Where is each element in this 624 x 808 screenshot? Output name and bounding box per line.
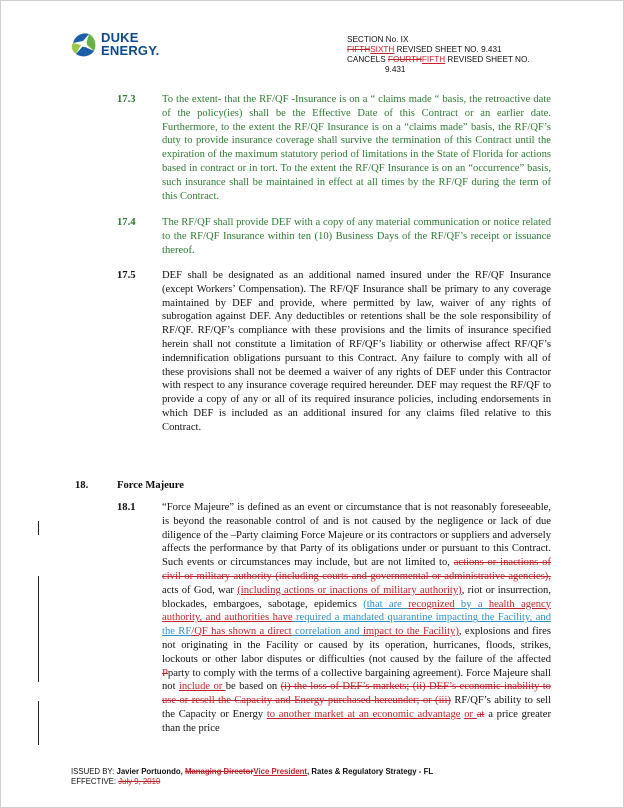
section-17-4-number: 17.4 <box>117 217 136 228</box>
text-run: RF/QF’s ability to sell the Capacity or Energy <box>162 695 552 720</box>
cancels-rest-text: REVISED SHEET NO. <box>445 55 530 64</box>
issued-label: ISSUED BY: <box>71 767 117 776</box>
section-18-title: Force Majeure <box>117 480 184 491</box>
text-run: party to comply with the terms of a collective bargaining agreement). Force Majeure shall not <box>162 667 551 693</box>
inserted-text: impact to the Facility) <box>362 626 459 638</box>
cancels-sheet-number: 9.431 <box>385 65 406 74</box>
inserted-text: (including actions or inactions of military authority) <box>237 584 462 596</box>
text-run: , explosions and fires not originating in the Facility or caused by its operation, hurricanes, floods, strikes, lockouts or other labor disputes or difficulties (not caused by the failure of the affected <box>162 626 551 665</box>
logo-text <box>101 31 159 57</box>
issued-footer <box>71 767 433 786</box>
section-17-4-text: The RF/QF shall provide DEF with a copy of any material communication or notice related to the RF/QF Insurance within ten (10) Business Days of the RF/QF’s receipt or issuance thereof. <box>162 217 551 256</box>
section-18-1-number: 18.1 <box>117 502 136 513</box>
cancels-deleted-text: FOURTH <box>387 55 422 64</box>
section-17-3-text: To the extent- that the RF/QF -Insurance is on a “ claims made “ basis, the retroactive date of the policy(ies) shall be the Effective Date of this Contract or an earlier date. Furthermore, to the extent the RF/QF Insurance is on a “claims made” basis, the RF/QF’s duty to provide insurance coverage shall survive the termination of this Contract until the expiration of the maximum statutory period of limitations in the State of Florida for actions based in contract or in tort. To the extent the RF/QF Insurance is on an “occurrence” basis, such insurance shall be maintained in effect at all times by the RF/QF during the term of this Contract. <box>162 94 551 202</box>
text-run: acts of God, war <box>162 584 238 596</box>
duke-energy-logo <box>69 27 189 67</box>
cancels-label: CANCELS <box>347 55 388 64</box>
section-17-5 <box>117 269 551 459</box>
section-18-number: 18. <box>75 480 89 491</box>
section-17-4 <box>117 216 551 260</box>
section-17-5-number: 17.5 <box>117 270 136 281</box>
inserted-text: health agency authority, and authorities have <box>162 598 551 624</box>
inserted-text-blue: (that are <box>363 598 409 610</box>
section-17-3 <box>117 93 551 205</box>
change-bar <box>38 701 39 745</box>
effective-deleted-date: July 9, 2010 <box>118 776 161 786</box>
section-17-3-number: 17.3 <box>117 94 136 105</box>
inserted-text-blue: correlation and <box>291 626 363 638</box>
deleted-text: P <box>162 667 168 679</box>
issued-by-line <box>71 767 433 777</box>
inserted-text-blue: by a <box>454 598 489 610</box>
section-18-1 <box>117 501 551 763</box>
inserted-text: to another market at an economic advantage <box>266 708 461 720</box>
deleted-text: at <box>476 708 485 720</box>
cancels-inserted-text: FIFTH <box>421 55 446 64</box>
sheet-header <box>347 35 597 75</box>
deleted-text: (i) the loss of DEF’s markets; (ii) DEF’s economic inability to use or resell the Capacity and Energy purchased hereunder; or (iii) <box>162 681 551 707</box>
cancels-line <box>347 55 597 65</box>
inserted-text: or <box>464 708 477 720</box>
deleted-text: actions or inactions of civil or military authority (including courts and governmental or administrative agencies), <box>162 557 551 582</box>
text-run: a price greater than the price <box>162 708 551 734</box>
inserted-text: recognized <box>408 598 455 610</box>
text-run: “Force Majeure” is defined as an event or circumstance that is not reasonably foreseeable, is beyond the reasonable control of and is not caused by the negligence or lack of due diligence of the –Party claiming Force Majeure or its contractors or suppliers and adversely affects the performance by that Party of its obligations under or pursuant to this Contract. Such events or circumstances may include, but are not limited to, <box>162 502 551 569</box>
issued-name: Javier Portuondo, <box>116 767 185 776</box>
effective-line <box>71 777 433 787</box>
duke-energy-logo-icon <box>69 29 99 59</box>
revised-sheet-line <box>347 45 597 55</box>
change-bar <box>38 576 39 682</box>
sheet-deleted-text: FIFTH <box>347 45 371 54</box>
inserted-text-blue: required a mandated quarantine impacting the Facility, and the RF <box>162 612 551 638</box>
logo-text-energy: ENERGY. <box>101 43 160 58</box>
issued-deleted-title: Managing Director <box>184 767 254 776</box>
text-run: , riot or insurrection, blockades, embargoes, sabotage, epidemics <box>162 584 551 610</box>
sheet-rest-text: REVISED SHEET NO. 9.431 <box>394 45 502 54</box>
sheet-inserted-text: SIXTH <box>370 45 395 54</box>
issued-rest: , Rates & Regulatory Strategy - FL <box>307 767 434 776</box>
inserted-text: include or <box>178 681 226 693</box>
text-run: be based on <box>225 681 281 693</box>
inserted-text: /QF has shown a direct <box>191 626 292 638</box>
section-17-5-text: DEF shall be designated as an additional named insured under the RF/QF Insurance (except Workers’ Compensation). The RF/QF Insurance shall be primary to any coverage maintained by DEF and provide, where permitted by law, waiver of any rights of subrogation against DEF. Any deductibles or retentions shall be the sole responsibility of RF/QF. RF/QF’s compliance with these provisions and the limits of insurance specified herein shall not constitute a limitation of RF/QF’s liability or otherwise affect RF/QF’s indemnification obligations pursuant to this Contract. Any failure to comply with all of these provisions shall not be deemed a waiver of any rights of DEF under this Contractor with respect to any insurance coverage required hereunder. DEF may request the RF/QF to provide a copy of any or all of its required insurance policies, including endorsements in which DEF is included as an additional insured for any claims filed relative to this Contract. <box>162 270 551 433</box>
section-number: SECTION No. IX <box>347 35 409 44</box>
section-18-1-text <box>162 501 551 736</box>
effective-label: EFFECTIVE: <box>71 776 119 786</box>
issued-inserted-title: Vice President <box>253 767 308 776</box>
section-18-heading <box>75 479 275 495</box>
logo-text-duke: DUKE <box>101 30 139 45</box>
change-bar <box>38 521 39 535</box>
